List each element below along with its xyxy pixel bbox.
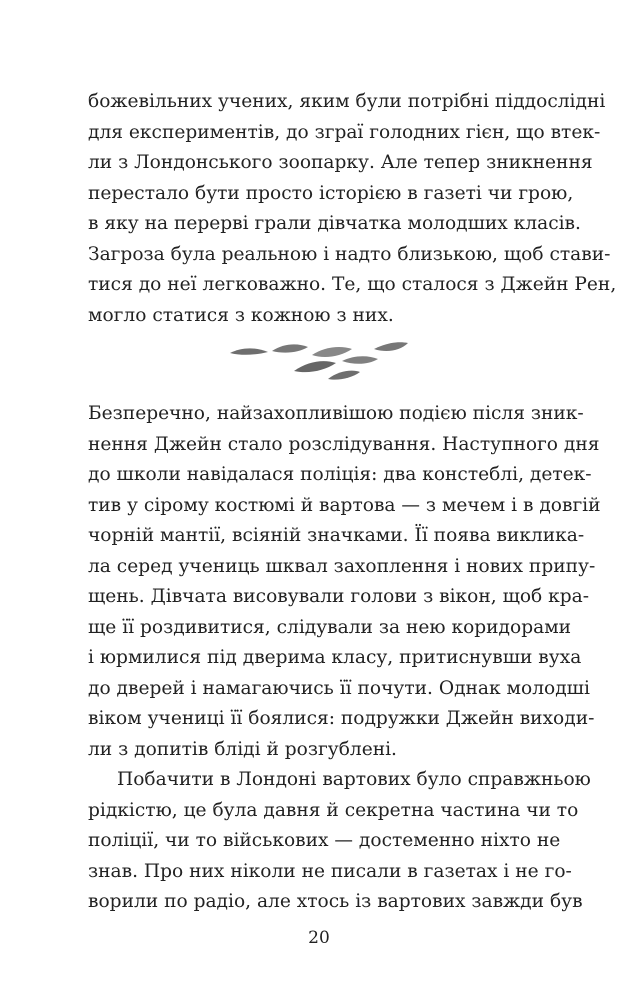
text-line: в яку на перерві грали дівчатка молодших класів. [88,213,581,234]
text-line: Безперечно, найзахопливішою подією після зник- [88,403,584,424]
text-line: до дверей і намагаючись її почути. Однак молодші [88,678,590,699]
text-line: щень. Дівчата висовували голови з вікон, щоб кра- [88,586,590,607]
text-line: знав. Про них ніколи не писали в газетах і не го- [88,861,572,882]
text-line: ла серед учениць шквал захоплення і нових припу- [88,556,596,577]
text-line: ли з допитів бліді й розгублені. [88,739,397,760]
text-line: для експериментів, до зграї голодних гієн, що втек- [88,122,601,143]
text-line: ли з Лондонського зоопарку. Але тепер зникнення [88,152,593,173]
leaves-ornament-icon [228,335,410,385]
text-line: божевільних учених, яким були потрібні піддослідні [88,91,606,112]
text-line: перестало бути просто історією в газеті чи грою, [88,183,574,204]
text-line: Побачити в Лондоні вартових було справжньою [117,769,591,790]
text-line: Загроза була реальною і надто близькою, щоб стави- [88,244,611,265]
page-number: 20 [308,928,330,948]
text-line: ще її роздивитися, слідували за нею коридорами [88,617,572,638]
text-line: і юрмилися під дверима класу, притиснувши вуха [88,647,582,668]
text-line: поліції, чи то військових — достеменно ніхто не [88,830,561,851]
text-line: ворили по радіо, але хтось із вартових завжди був [88,891,583,912]
text-line: рідкістю, це була давня й секретна частина чи то [88,800,579,821]
text-line: могло статися з кожною з них. [88,305,394,326]
text-line: тив у сірому костюмі й вартова — з мечем і в довгій [88,495,601,516]
text-line: нення Джейн стало розслідування. Наступного дня [88,434,600,455]
text-line: до школи навідалася поліція: два констеблі, детек- [88,464,592,485]
text-line: віком учениці її боялися: подружки Джейн виходи- [88,708,595,729]
text-line: тися до неї легковажно. Те, що сталося з Джейн Рен, [88,274,617,295]
text-line: чорній мантії, всіяній значками. Її поява виклика- [88,525,585,546]
